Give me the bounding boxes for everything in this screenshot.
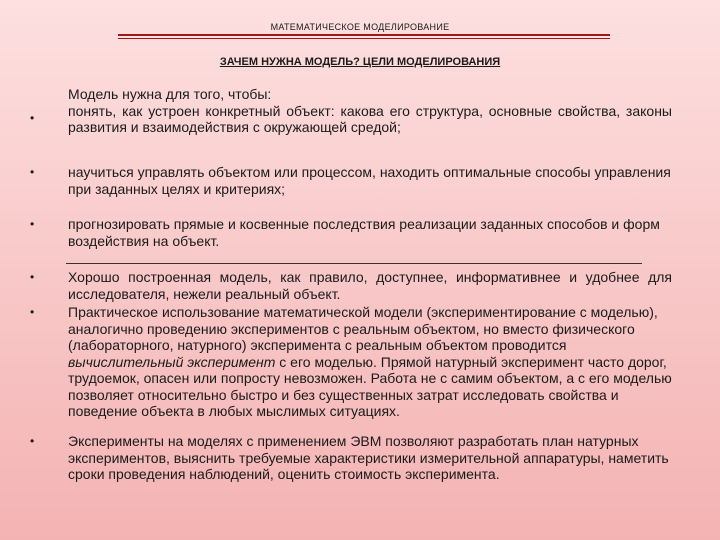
- bullet: •: [30, 165, 35, 179]
- goal-text: понять, как устроен конкретный объект: какова его структура, основные свойства, законы развития и взаимодействия с окружающей средой;: [68, 102, 672, 135]
- slide-title: ЗАЧЕМ НУЖНА МОДЕЛЬ? ЦЕЛИ МОДЕЛИРОВАНИЯ: [219, 56, 501, 68]
- advantage-text-part2: с его моделью. Прямой натурный эксперимент часто дорог, трудоемок, опасен или попросту невозможен. Работа не с самим объектом, а с его моделью позволяет относительно быстро и без существенных затрат исследовать свойства и поведение объекта в любых мыслимых ситуациях.: [68, 353, 672, 419]
- bullet: •: [30, 305, 35, 319]
- emphasis-text: вычислительный эксперимент: [68, 353, 276, 370]
- header-rule-thin: [118, 38, 610, 39]
- bullet: •: [30, 111, 35, 125]
- bullet: •: [30, 434, 35, 448]
- bullet: •: [30, 270, 35, 284]
- section-divider: [66, 263, 642, 264]
- bullet: •: [30, 217, 35, 231]
- header-title: МАТЕМАТИЧЕСКОЕ МОДЕЛИРОВАНИЕ: [270, 22, 450, 32]
- intro-text: Модель нужна для того, чтобы:: [68, 86, 272, 102]
- advantage-text: Эксперименты на моделях с применением ЭВМ позволяют разработать план натурных экспериментов, выяснить требуемые характеристики измерительной аппаратуры, наметить сроки проведения наблюдений, оценить стоимость эксперимента.: [68, 433, 669, 482]
- goal-text: прогнозировать прямые и косвенные последствия реализации заданных способов и форм воздействия на объект.: [68, 216, 660, 249]
- header-rule-thick: [118, 34, 610, 36]
- advantage-text: [68, 304, 672, 420]
- advantage-text: Хорошо построенная модель, как правило, доступнее, информативнее и удобнее для исследователя, нежели реальный объект.: [68, 269, 672, 302]
- goal-text: научиться управлять объектом или процессом, находить оптимальные способы управления при заданных целях и критериях;: [68, 164, 671, 197]
- advantage-text-part1: Практическое использование математической модели (экспериментирование с моделью), аналогично проведению экспериментов с реальным объектом, но вместо физического (лабораторного, натурного) эксперимента с реальным объектом проводится: [68, 304, 658, 353]
